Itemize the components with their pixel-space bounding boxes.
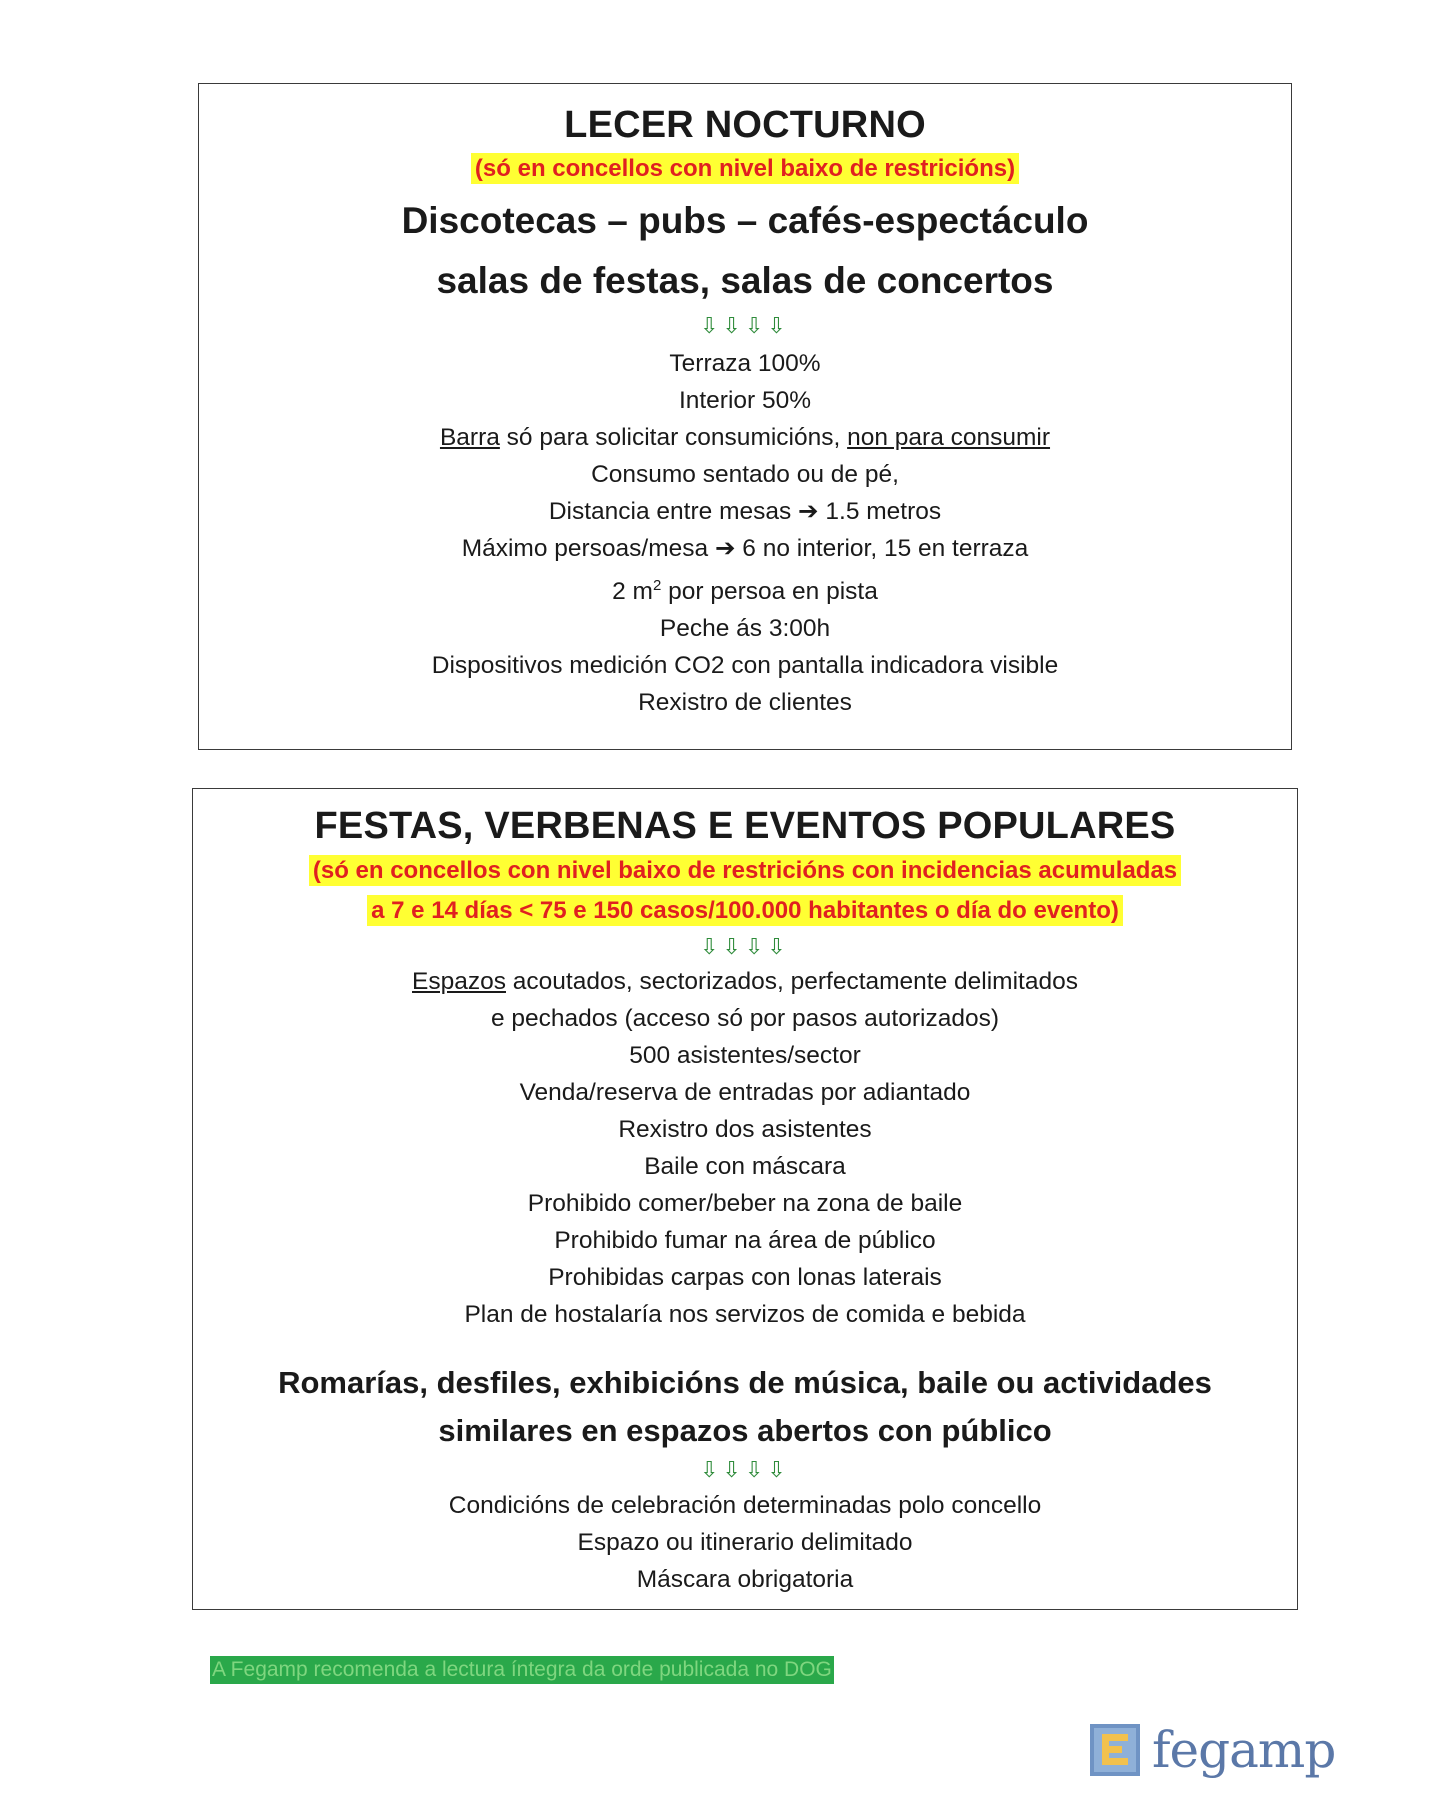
down-arrow-icon: ⇩⇩⇩⇩	[700, 313, 790, 338]
rule-plan: Plan de hostalaría nos servizos de comida e bebida	[464, 1301, 1026, 1328]
rule-terraza: Terraza 100%	[669, 350, 821, 377]
restriction-highlight-line1: (só en concellos con nivel baixo de restricións con incidencias acumuladas	[309, 855, 1181, 886]
rule-venda: Venda/reserva de entradas por adiantado	[519, 1079, 971, 1106]
rule-consumo: Consumo sentado ou de pé,	[591, 461, 899, 488]
espazos-rest: acoutados, sectorizados, perfectamente delimitados	[505, 968, 1078, 995]
list-item: Condicións de celebración determinadas polo concello	[448, 1492, 1042, 1519]
lecer-nocturno-section	[198, 83, 1292, 750]
m2-sup: 2	[652, 577, 662, 594]
festas-section	[192, 788, 1298, 1610]
maximo-label: Máximo persoas/mesa	[461, 535, 709, 562]
rules-list	[193, 963, 1297, 1333]
restriction-highlight: (só en concellos con nivel baixo de restricións)	[471, 153, 1019, 184]
rule-rexistro: Rexistro dos asistentes	[618, 1116, 872, 1143]
rule-barra	[199, 419, 1291, 456]
list-item: Espazo ou itinerario delimitado	[577, 1529, 913, 1556]
right-arrow-icon: ➔	[714, 535, 736, 562]
barra-end: non para consumir	[847, 424, 1051, 451]
fegamp-logo	[1090, 1722, 1335, 1778]
rule-interior: Interior 50%	[678, 387, 812, 414]
barra-word: Barra	[439, 424, 500, 451]
rule-pechados: e pechados (acceso só por pasos autorizados)	[491, 1005, 999, 1032]
rule-distancia	[199, 493, 1291, 530]
rule-peche: Peche ás 3:00h	[659, 615, 831, 643]
rule-rexistro: Rexistro de clientes	[638, 689, 852, 717]
m2-pre: 2 m	[612, 578, 653, 606]
rule-espazos	[193, 963, 1297, 1000]
distancia-label: Distancia entre mesas	[548, 498, 792, 525]
rule-carpas: Prohibidas carpas con lonas laterais	[548, 1264, 942, 1291]
list-item: Máscara obrigatoria	[636, 1566, 854, 1593]
distancia-value: 1.5 metros	[825, 498, 942, 525]
romarias-line2: similares en espazos abertos con público	[438, 1413, 1052, 1448]
down-arrow-icon: ⇩⇩⇩⇩	[700, 934, 790, 959]
section-title: LECER NOCTURNO	[564, 104, 926, 146]
barra-middle: só para solicitar consumicións,	[499, 424, 848, 451]
section-title: FESTAS, VERBENAS E EVENTOS POPULARES	[314, 805, 1176, 847]
rule-baile: Baile con máscara	[644, 1153, 846, 1180]
rule-maximo	[199, 530, 1291, 567]
m2-post: por persoa en pista	[661, 578, 878, 606]
logo-text: fegamp	[1152, 1721, 1336, 1779]
right-arrow-icon: ➔	[798, 498, 819, 525]
rules-list	[199, 345, 1291, 721]
restriction-note	[193, 852, 1297, 932]
footer-note: A Fegamp recomenda a lectura íntegra da orde publicada no DOG	[210, 1656, 834, 1684]
venue-types-line2: salas de festas, salas de concertos	[436, 260, 1054, 301]
fegamp-logo-icon	[1090, 1724, 1140, 1776]
rule-fumar: Prohibido fumar na área de público	[554, 1227, 936, 1254]
romarias-line1: Romarías, desfiles, exhibicións de música, baile ou actividades	[278, 1365, 1212, 1400]
restriction-note	[199, 150, 1291, 190]
down-arrow-icon: ⇩⇩⇩⇩	[700, 1457, 790, 1482]
venue-types-line1: Discotecas – pubs – cafés-espectáculo	[401, 200, 1089, 241]
espazos-word: Espazos	[412, 968, 506, 995]
rule-m2	[199, 567, 1291, 610]
romarias-rules-list	[193, 1487, 1297, 1598]
maximo-value: 6 no interior, 15 en terraza	[742, 535, 1029, 562]
rule-dispositivos: Dispositivos medición CO2 con pantalla indicadora visible	[431, 652, 1059, 680]
restriction-highlight-line2: a 7 e 14 días < 75 e 150 casos/100.000 habitantes o día do evento)	[367, 895, 1123, 926]
rule-comer: Prohibido comer/beber na zona de baile	[527, 1190, 963, 1217]
rule-asistentes: 500 asistentes/sector	[629, 1042, 861, 1069]
